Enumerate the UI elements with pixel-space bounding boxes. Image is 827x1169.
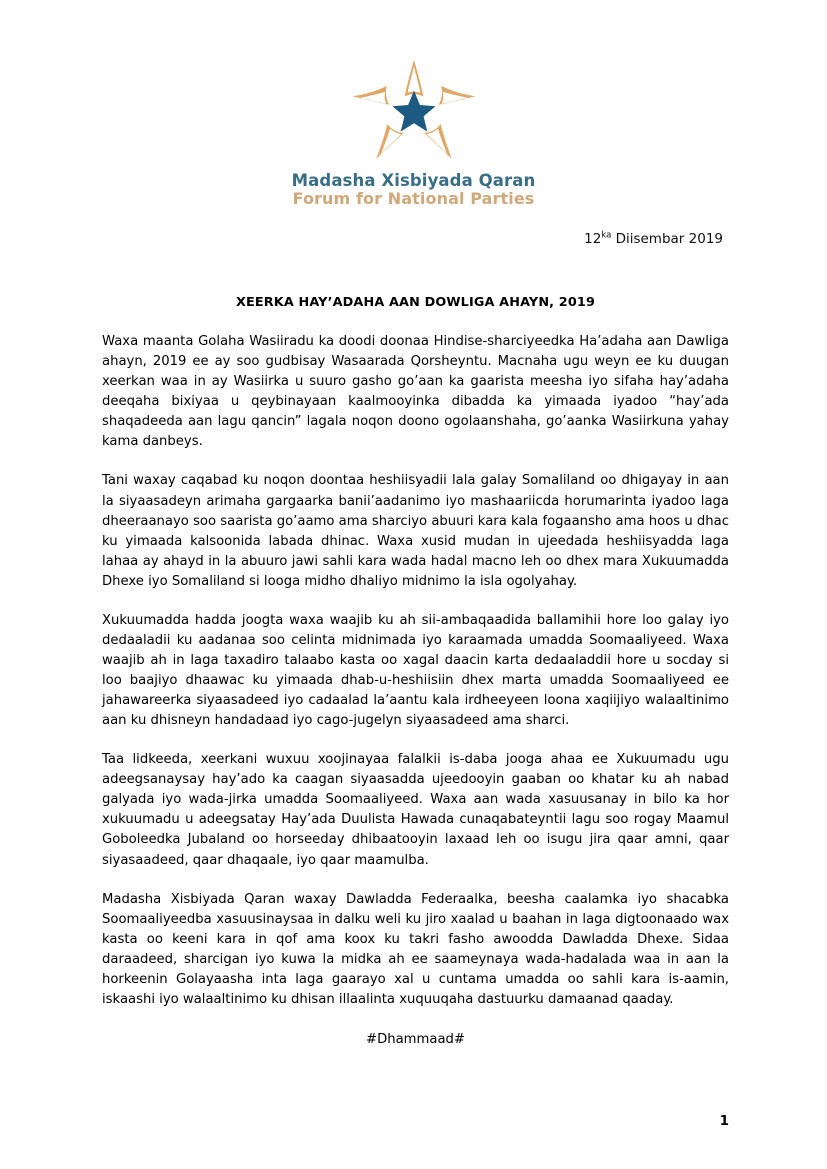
date-month-year: Diisembar 2019 [611,231,723,248]
page-title: XEERKA HAY’ADAHA AAN DOWLIGA AHAYN, 2019 [235,295,596,311]
wordmark-english: Forum for National Parties [292,188,535,208]
letterhead [0,0,827,207]
paragraph-5: Madasha Xisbiyada Qaran waxay Dawladda Federaalka, beesha caalamka iyo shacabka Soomaaliyeedba xasuusinaysaa in dalku weli ku jiro xaalad u baahan in laga digtoonaado wax kasta oo keeni kara in qof ama koox ku takri fasho awoodda Dawladda Dhexe. Sidaa daraadeed, sharcigan iyo kuwa la midka ah ee saameynaya wada-hadalada waa in aan la horkeenin Golayaasha inta laga gaarayo xal u cuntama umadda oo sahli kara is-aamin, iskaashi iyo walaaltinimo ku dhisan illaalinta xuquuqaha dastuurku damaanad qaaday. [102,891,729,1007]
page-number: 1 [719,1113,729,1129]
paragraph-2: Tani waxay caqabad ku noqon doontaa heshiisyadii lala galay Somaliland oo dhigayay in aan la siyaasadeyn arimaha gargaarka banii’aadanimo iyo mashaariicda horumarinta iyadoo laga dheeraanayo soo saarista go’aamo ama sharciyo abuuri kara kala fogaansho ama hoos u dhac ku yimaada kalsoonida labada dhinac. Waxa xusid mudan in ujeedada heshiisyadda laga lahaa ay ahayd in la abuuro jawi sahli kara wada hadal macno leh oo dhex mara Xukuumadda Dhexe iyo Somaliland si looga midho dhaliyo midnimo la isla ogolyahay. [102,473,729,589]
document-body [0,295,827,1047]
paragraph-3: Xukuumadda hadda joogta waxa waajib ku ah sii-ambaqaadida ballamihii hore loo galay iyo dedaaladii ku aadanaa soo celinta midnimada iyo karaamada umadda Soomaaliyeed. Waxa waajib ah in laga taxadiro talaabo kasta oo xagal daacin karta dedaaladdii hore u socday si loo baajiyo dhaawac ku yimaada dhab-u-heshiisiin dhex marta umadda Soomaaliyeed ee jahawareerka siyaasadeed iyo cadaalad la’aantu kala irdheeyeen loona xaqiijiyo walaaltinimo aan ku dhisneyn handadaad iyo cago-jugelyn siyaasadeed ama sharci. [102,612,729,729]
document-date [0,231,723,247]
closing-marker: #Dhammaad# [366,1031,465,1047]
paragraph-1: Waxa maanta Golaha Wasiiradu ka doodi doonaa Hindise-sharciyeedka Ha’adaha aan Dawliga ahayn, 2019 ee ay soo gudbisay Wasaarada Qorsheyntu. Macnaha ugu weyn ee ku duugan xeerkan waa in ay Wasiirka u suuro gasho go’aan ka gaarista meesha iyo sifaha hay’adaha deeqaha bixiyaa u qeybinayaan kaalmooyinka dibadda ka yimaada iyadoo “hay’ada shaqadeeda aan lagu qancin” lagala noqon doono ogolaanshaha, go’aanka Wasiirkuna yahay kama danbeys. [102,334,729,450]
organization-wordmark [292,172,536,207]
five-point-star-logo-icon [350,58,478,162]
wordmark-somali: Madasha Xisbiyada Qaran [291,171,536,190]
date-ordinal-suffix: ka [601,230,612,241]
date-day: 12 [584,231,602,248]
paragraph-4: Taa lidkeeda, xeerkani wuxuu xoojinayaa falalkii is-daba jooga ahaa ee Xukuumadu ugu adeegsanaysay hay’ado ka caagan siyaasadda ujeedooyin gaaban oo khatar ku ah nabad galyada iyo wada-jirka umadda Soomaaliyeed. Waxa aan wada xasuusanay in bilo ka hor xukuumadu u adeegsatay Hay’ada Duulista Hawada cunaqabateyntii lagu soo rogay Maamul Goboleedka Jubaland oo horseeday dhibaatooyin laxaad leh oo isugu jira qaar amni, qaar siyasaadeed, qaar dhaqaale, iyo qaar maamulba. [102,752,729,868]
